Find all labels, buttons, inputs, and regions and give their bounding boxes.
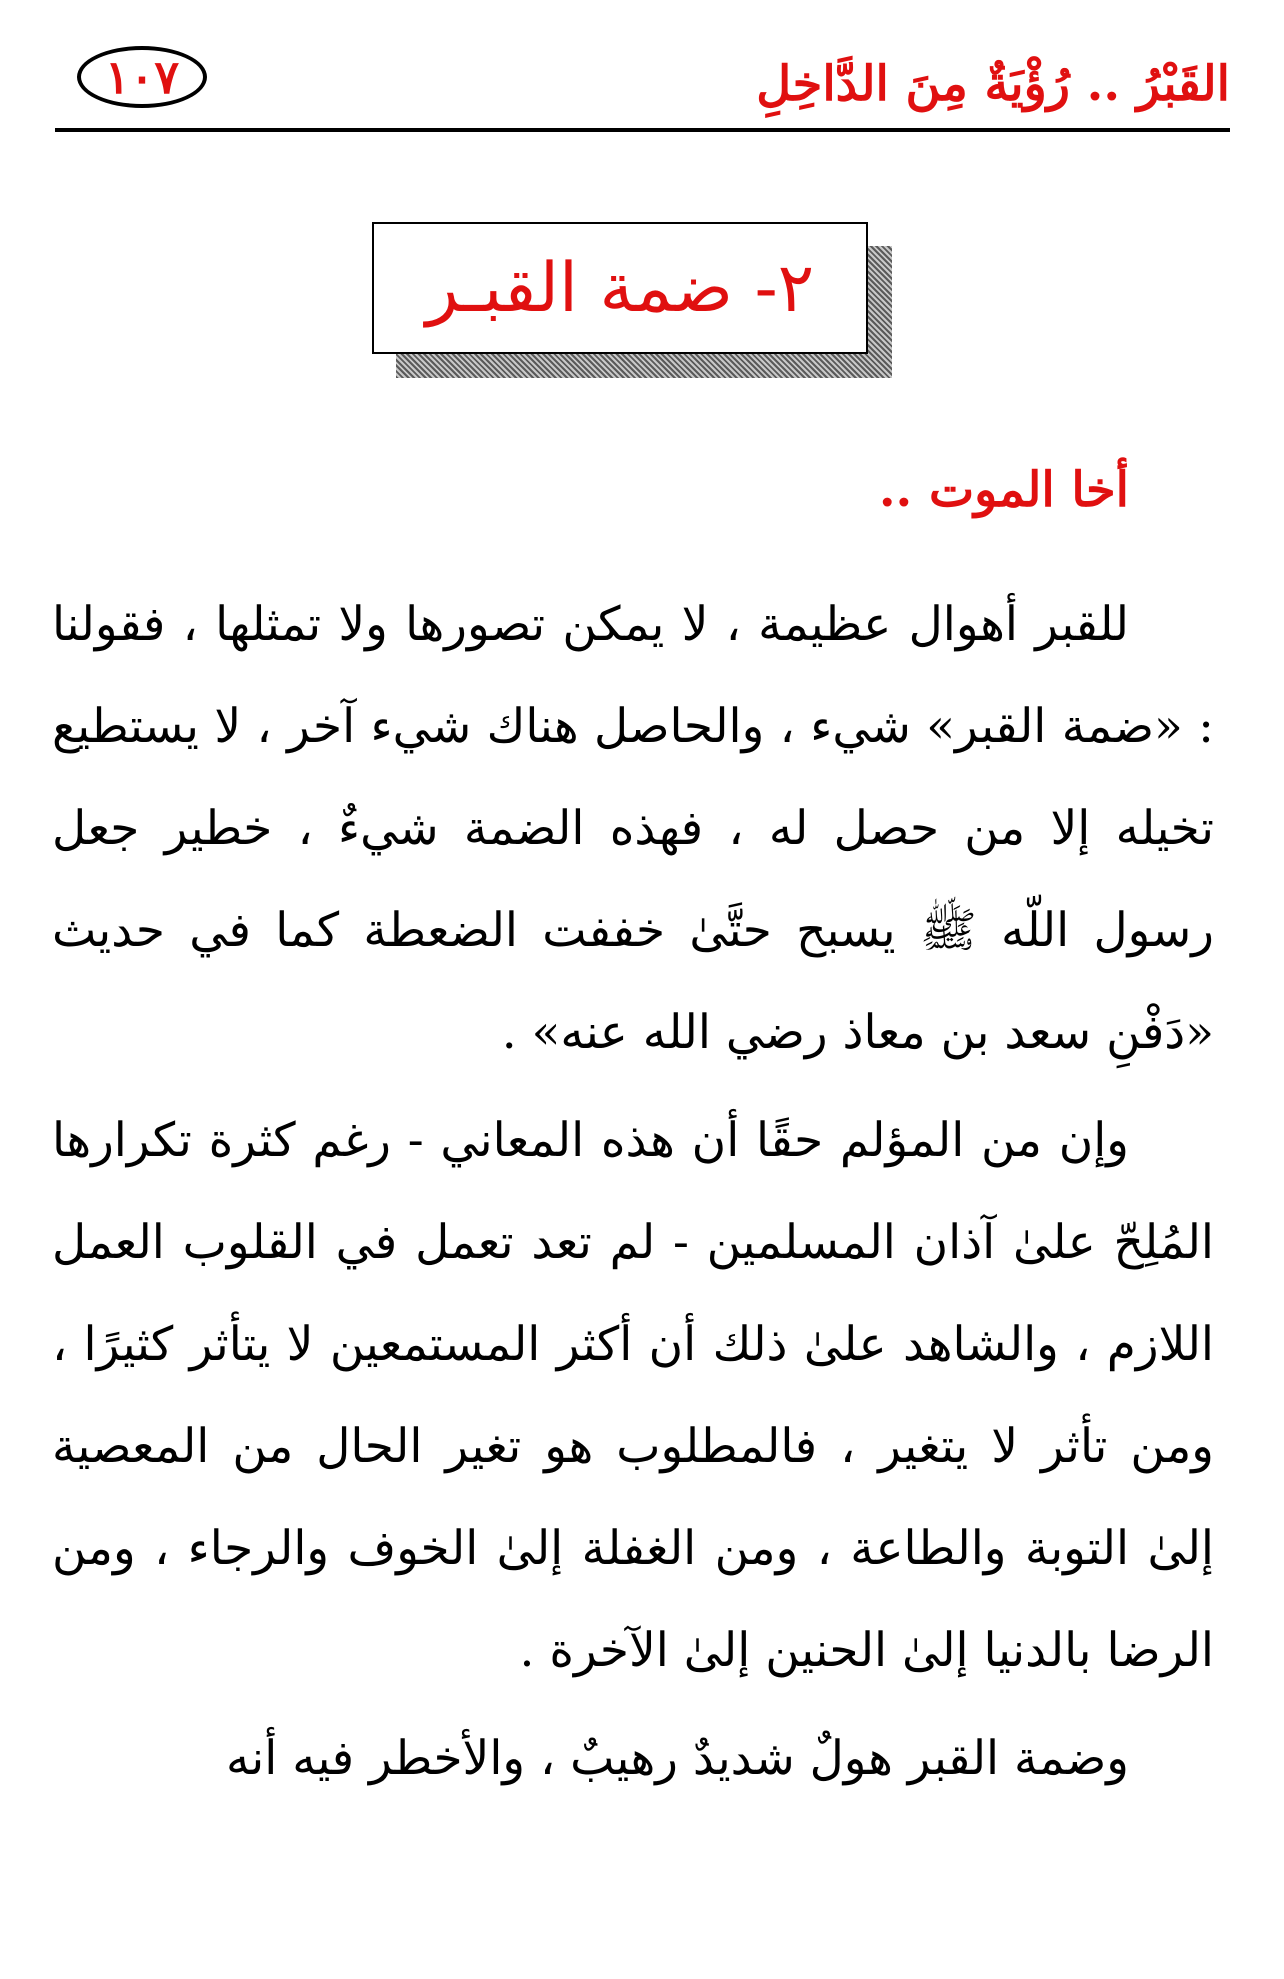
chapter-heading-frame [372, 222, 884, 372]
paragraph-1: للقبر أهوال عظيمة ، لا يمكن تصورها ولا تمثلها ، فقولنا : «ضمة القبر» شيء ، والحاصل هناك شيء آخر ، لا يستطيع تخيله إلا من حصل له ، فهذه الضمة شيءٌ ، خطير جعل رسول اللّه ﷺ يسبح حتَّىٰ خففت الضعطة كما في حديث «دَفْنِ سعد بن معاذ رضي الله عنه» . [52, 597, 1214, 1060]
section-salutation: أخا الموت .. [878, 462, 1129, 518]
body-text [52, 574, 1214, 1816]
page-number: ١٠٧ [77, 46, 207, 108]
chapter-heading: ٢- ضمة القبـر [372, 222, 868, 354]
page-header [55, 38, 1230, 132]
paragraph-3: وضمة القبر هولٌ شديدٌ رهيبٌ ، والأخطر فيه أنه [225, 1731, 1129, 1786]
paragraph-2: وإن من المؤلم حقًا أن هذه المعاني - رغم كثرة تكرارها المُلِحّ علىٰ آذان المسلمين - لم تعد تعمل في القلوب العمل اللازم ، والشاهد علىٰ ذلك أن أكثر المستمعين لا يتأثر كثيرًا ، ومن تأثر لا يتغير ، فالمطلوب هو تغير الحال من المعصية إلىٰ التوبة والطاعة ، ومن الغفلة إلىٰ الخوف والرجاء ، ومن الرضا بالدنيا إلىٰ الحنين إلىٰ الآخرة . [52, 1113, 1214, 1678]
running-title: القَبْرُ .. رُؤْيَةٌ مِنَ الدَّاخِلِ [756, 56, 1230, 112]
